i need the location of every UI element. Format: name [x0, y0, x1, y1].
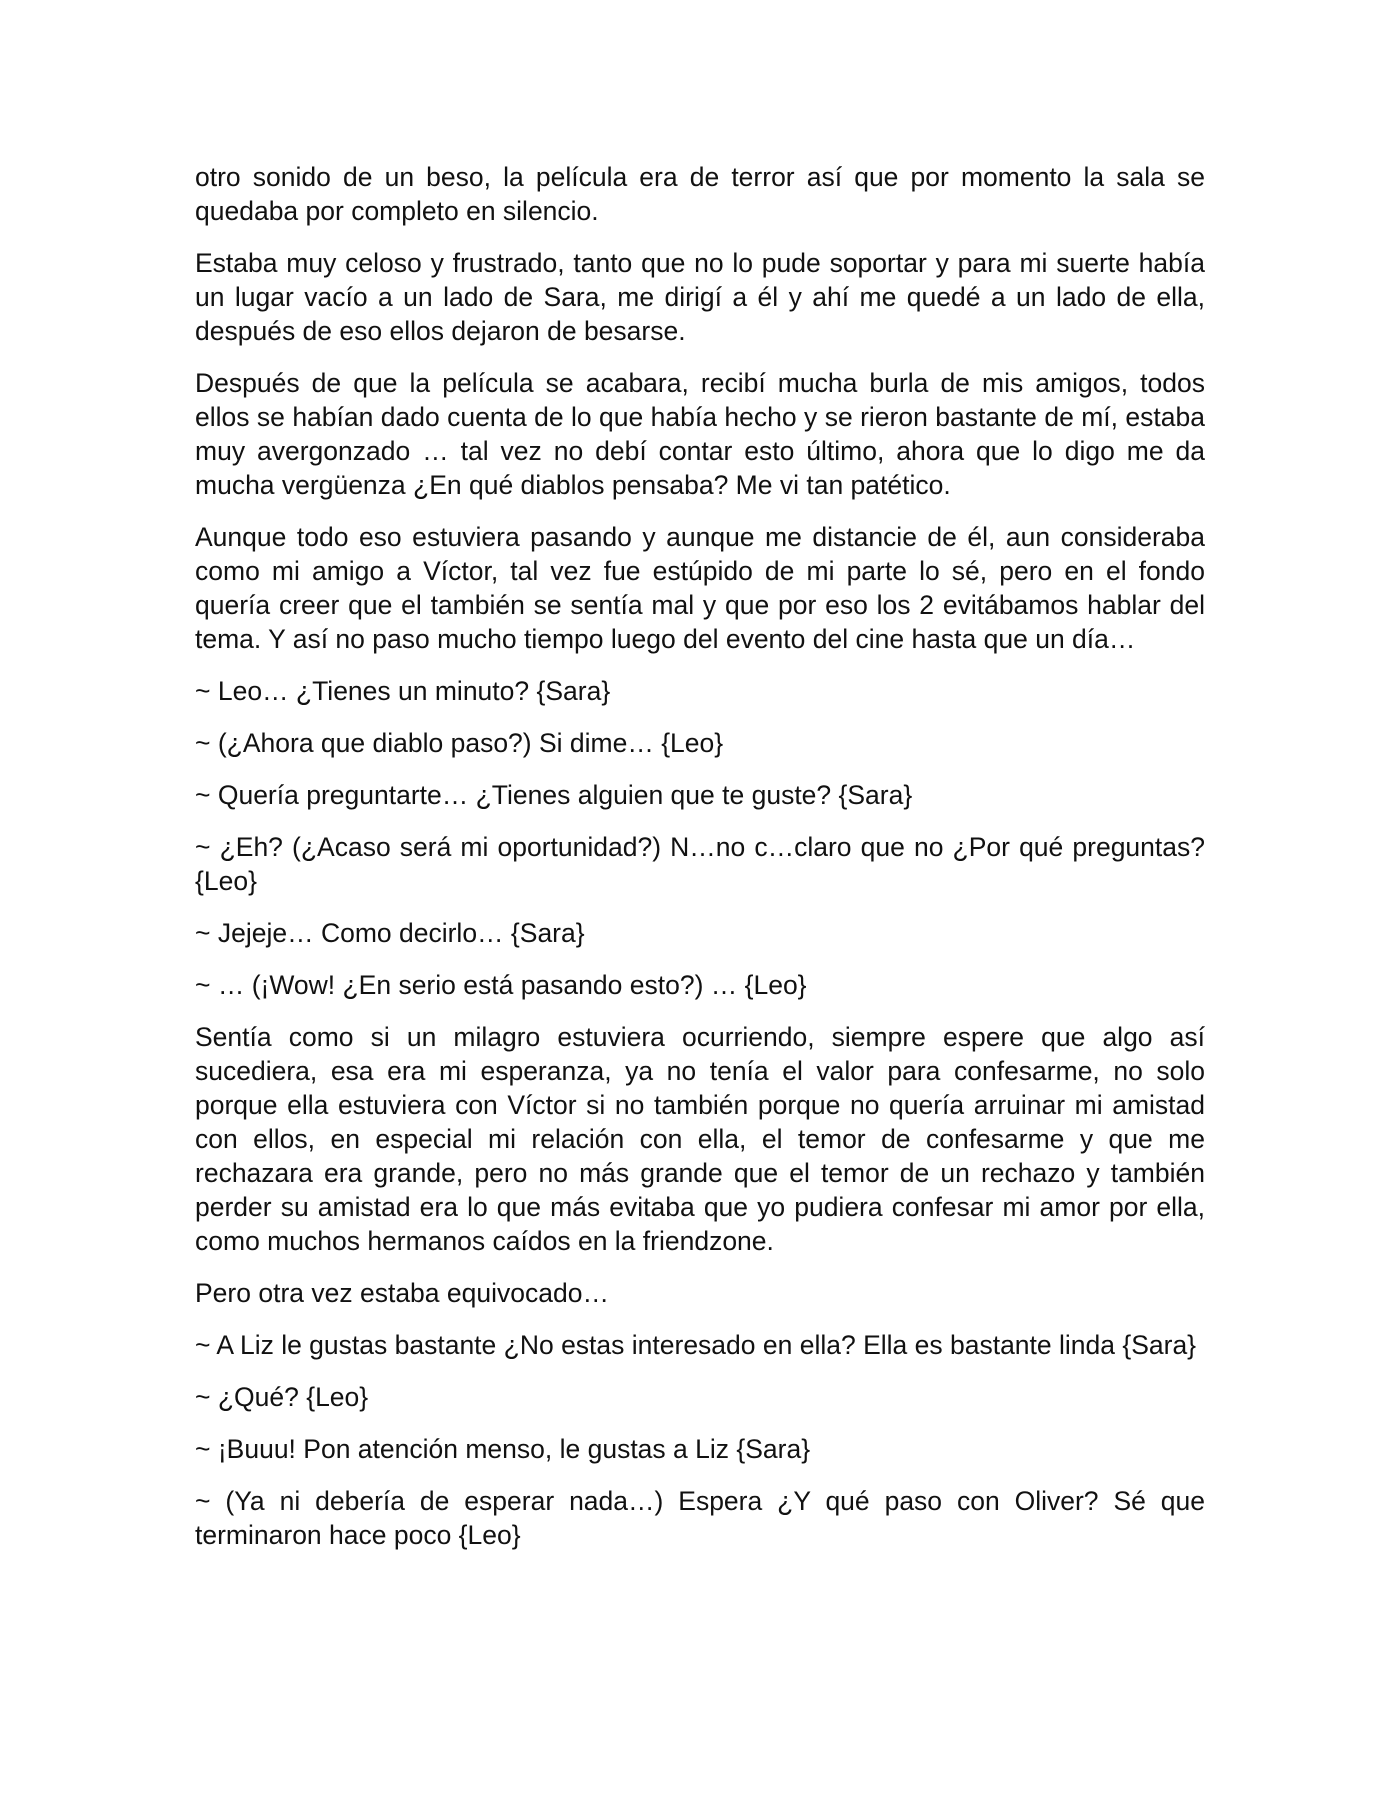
dialogue-line-2: ~ (¿Ahora que diablo paso?) Si dime… {Leo}: [195, 728, 724, 758]
document-page: [195, 160, 1205, 1570]
dialogue-line-7: ~ A Liz le gustas bastante ¿No estas interesado en ella? Ella es bastante linda {Sara}: [195, 1330, 1197, 1360]
dialogue-line-10: ~ (Ya ni debería de esperar nada…) Espera ¿Y qué paso con Oliver? Sé que terminaron hace poco {Leo}: [195, 1486, 1205, 1550]
paragraph-3: Después de que la película se acabara, recibí mucha burla de mis amigos, todos ellos se habían dado cuenta de lo que había hecho y se rieron bastante de mí, estaba muy avergonzado … tal vez no debí contar esto último, ahora que lo digo me da mucha vergüenza ¿En qué diablos pensaba? Me vi tan patético.: [195, 368, 1205, 500]
dialogue-line-8: ~ ¿Qué? {Leo}: [195, 1382, 369, 1412]
dialogue-line-5: ~ Jejeje… Como decirlo… {Sara}: [195, 918, 585, 948]
dialogue-line-3: ~ Quería preguntarte… ¿Tienes alguien que te guste? {Sara}: [195, 780, 913, 810]
dialogue-line-4: ~ ¿Eh? (¿Acaso será mi oportunidad?) N…no c…claro que no ¿Por qué preguntas? {Leo}: [195, 832, 1205, 896]
paragraph-1: otro sonido de un beso, la película era de terror así que por momento la sala se quedaba por completo en silencio.: [195, 162, 1205, 226]
dialogue-line-6: ~ … (¡Wow! ¿En serio está pasando esto?) … {Leo}: [195, 970, 807, 1000]
dialogue-line-9: ~ ¡Buuu! Pon atención menso, le gustas a Liz {Sara}: [195, 1434, 811, 1464]
dialogue-line-1: ~ Leo… ¿Tienes un minuto? {Sara}: [195, 676, 611, 706]
paragraph-6: Pero otra vez estaba equivocado…: [195, 1278, 609, 1308]
paragraph-2: Estaba muy celoso y frustrado, tanto que no lo pude soportar y para mi suerte había un lugar vacío a un lado de Sara, me dirigí a él y ahí me quedé a un lado de ella, después de eso ellos dejaron de besarse.: [195, 248, 1205, 346]
paragraph-4: Aunque todo eso estuviera pasando y aunque me distancie de él, aun consideraba como mi amigo a Víctor, tal vez fue estúpido de mi parte lo sé, pero en el fondo quería creer que el también se sentía mal y que por eso los 2 evitábamos hablar del tema. Y así no paso mucho tiempo luego del evento del cine hasta que un día…: [195, 522, 1205, 654]
paragraph-5: Sentía como si un milagro estuviera ocurriendo, siempre espere que algo así sucediera, esa era mi esperanza, ya no tenía el valor para confesarme, no solo porque ella estuviera con Víctor si no también porque no quería arruinar mi amistad con ellos, en especial mi relación con ella, el temor de confesarme y que me rechazara era grande, pero no más grande que el temor de un rechazo y también perder su amistad era lo que más evitaba que yo pudiera confesar mi amor por ella, como muchos hermanos caídos en la friendzone.: [195, 1022, 1205, 1256]
